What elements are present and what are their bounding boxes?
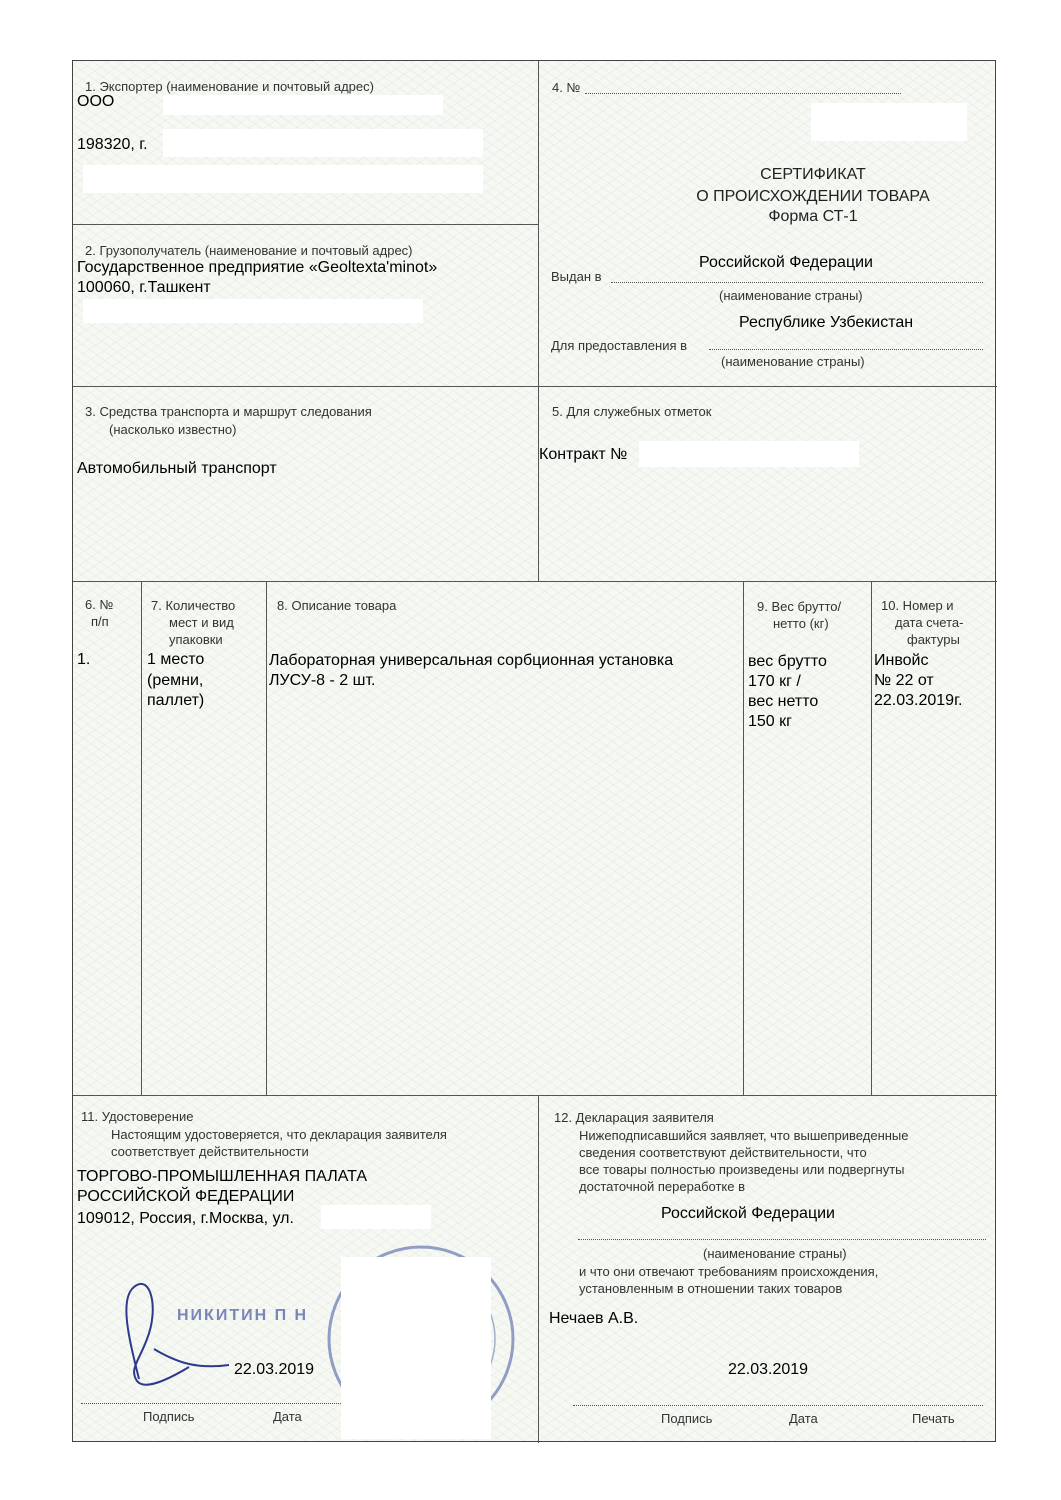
box4-number-label: 4. №	[552, 80, 581, 95]
provided-label: Для предоставления в	[551, 338, 688, 353]
col8-header: 8. Описание товара	[277, 598, 397, 613]
row-number: 1.	[77, 651, 91, 668]
box3-label: 3. Средства транспорта и маршрут следования	[85, 404, 372, 419]
box5-label: 5. Для служебных отметок	[552, 404, 712, 419]
box12-date-caption: Дата	[789, 1411, 818, 1426]
number-line	[585, 93, 901, 94]
row-quantity-3: паллет)	[147, 692, 205, 709]
box12-date: 22.03.2019	[728, 1361, 809, 1378]
divider-row3	[73, 581, 997, 582]
exporter-name: ООО	[77, 93, 115, 110]
divider-box1-box2	[73, 224, 539, 225]
exporter-address: 198320, г.	[77, 136, 148, 153]
redaction	[811, 103, 967, 141]
divider-col6	[141, 581, 142, 1095]
col10-header: 10. Номер и	[881, 598, 954, 613]
col9-header-2: нетто (кг)	[773, 616, 829, 631]
chamber-name: ТОРГОВО-ПРОМЫШЛЕННАЯ ПАЛАТА	[77, 1168, 368, 1185]
divider-row2	[73, 386, 997, 387]
box12-sign-caption: Подпись	[661, 1411, 713, 1426]
redaction	[83, 299, 423, 323]
row-weight-3: вес нетто	[748, 693, 819, 710]
divider-row-bottom	[73, 1095, 997, 1096]
box2-label: 2. Грузополучатель (наименование и почтовый адрес)	[85, 243, 413, 258]
box12-label: 12. Декларация заявителя	[554, 1110, 714, 1125]
box12-text-4: достаточной переработке в	[579, 1179, 745, 1194]
declared-country-line	[578, 1239, 986, 1240]
col7-header-2: мест и вид	[169, 615, 234, 630]
row-weight: вес брутто	[748, 653, 827, 670]
col7-header-3: упаковки	[169, 632, 223, 647]
col10-header-3: фактуры	[907, 632, 960, 647]
issued-country: Российской Федерации	[699, 254, 873, 271]
box11-text: Настоящим удостоверяется, что декларация заявителя	[111, 1127, 447, 1142]
divider-col8	[743, 581, 744, 1095]
country-caption-1: (наименование страны)	[719, 288, 863, 303]
issued-label: Выдан в	[551, 269, 602, 284]
col7-header: 7. Количество	[151, 598, 236, 613]
redaction	[163, 95, 443, 115]
divider-col9	[871, 581, 872, 1095]
box11-text-2: соответствует действительности	[111, 1144, 309, 1159]
row-weight-4: 150 кг	[748, 713, 792, 730]
issued-line	[611, 282, 983, 283]
declared-country-caption: (наименование страны)	[703, 1246, 847, 1261]
box12-sign-line	[573, 1405, 983, 1406]
box1-label: 1. Экспортер (наименование и почтовый адрес)	[85, 79, 374, 94]
certificate-title: СЕРТИФИКАТ	[760, 166, 866, 183]
box11-sign-line	[81, 1403, 341, 1404]
box12-stamp-caption: Печать	[912, 1411, 955, 1426]
certificate-form	[72, 60, 996, 1442]
box11-sign-caption: Подпись	[143, 1409, 195, 1424]
box12-text-5: и что они отвечают требованиям происхождения,	[579, 1264, 879, 1279]
box11-date: 22.03.2019	[234, 1361, 315, 1378]
provided-line	[709, 349, 983, 350]
col6-header: 6. №	[85, 597, 114, 612]
divider-bottom-vertical	[538, 1095, 539, 1443]
box12-text-6: установленным в отношении таких товаров	[579, 1281, 843, 1296]
declarant-name: Нечаев А.В.	[549, 1310, 639, 1327]
row-invoice-2: № 22 от	[874, 672, 934, 689]
row-invoice: Инвойс	[874, 652, 929, 669]
transport-value: Автомобильный транспорт	[77, 460, 277, 477]
col9-header: 9. Вес брутто/	[757, 599, 842, 614]
contract-value: Контракт №	[539, 446, 628, 463]
box3-label-sub: (насколько известно)	[109, 422, 237, 437]
col6-header-sub: п/п	[91, 614, 109, 629]
provided-country: Республике Узбекистан	[739, 314, 914, 331]
row-description-2: ЛУСУ-8 - 2 шт.	[269, 672, 376, 689]
box12-text-2: сведения соответствуют действительности, что	[579, 1145, 867, 1160]
chamber-address: 109012, Россия, г.Москва, ул.	[77, 1210, 294, 1227]
divider-top-vertical	[538, 61, 539, 581]
certificate-subtitle: О ПРОИСХОЖДЕНИИ ТОВАРА	[696, 188, 930, 205]
country-caption-2: (наименование страны)	[721, 354, 865, 369]
row-description: Лабораторная универсальная сорбционная установка	[269, 652, 674, 669]
box11-date-caption: Дата	[273, 1409, 302, 1424]
row-invoice-3: 22.03.2019г.	[874, 692, 963, 709]
divider-col7	[266, 581, 267, 1095]
redaction	[83, 165, 483, 193]
row-quantity-2: (ремни,	[147, 672, 204, 689]
row-weight-2: 170 кг /	[748, 673, 801, 690]
col10-header-2: дата счета-	[895, 615, 964, 630]
row-quantity: 1 место	[147, 651, 205, 668]
box12-text: Нижеподписавшийся заявляет, что вышеприведенные	[579, 1128, 909, 1143]
consignee-address: 100060, г.Ташкент	[77, 279, 211, 296]
consignee-name: Государственное предприятие «Geoltexta'minot»	[77, 259, 438, 276]
certificate-form-name: Форма СТ-1	[768, 208, 858, 225]
box12-text-3: все товары полностью произведены или подвергнуты	[579, 1162, 905, 1177]
redaction	[639, 441, 859, 467]
chamber-name-2: РОССИЙСКОЙ ФЕДЕРАЦИИ	[77, 1188, 295, 1205]
stamp-name: НИКИТИН П Н	[177, 1307, 309, 1324]
redaction	[163, 129, 483, 157]
declared-country: Российской Федерации	[661, 1205, 835, 1222]
redaction	[341, 1257, 491, 1439]
box11-label: 11. Удостоверение	[81, 1109, 194, 1124]
redaction	[321, 1205, 431, 1229]
signature	[99, 1269, 249, 1399]
